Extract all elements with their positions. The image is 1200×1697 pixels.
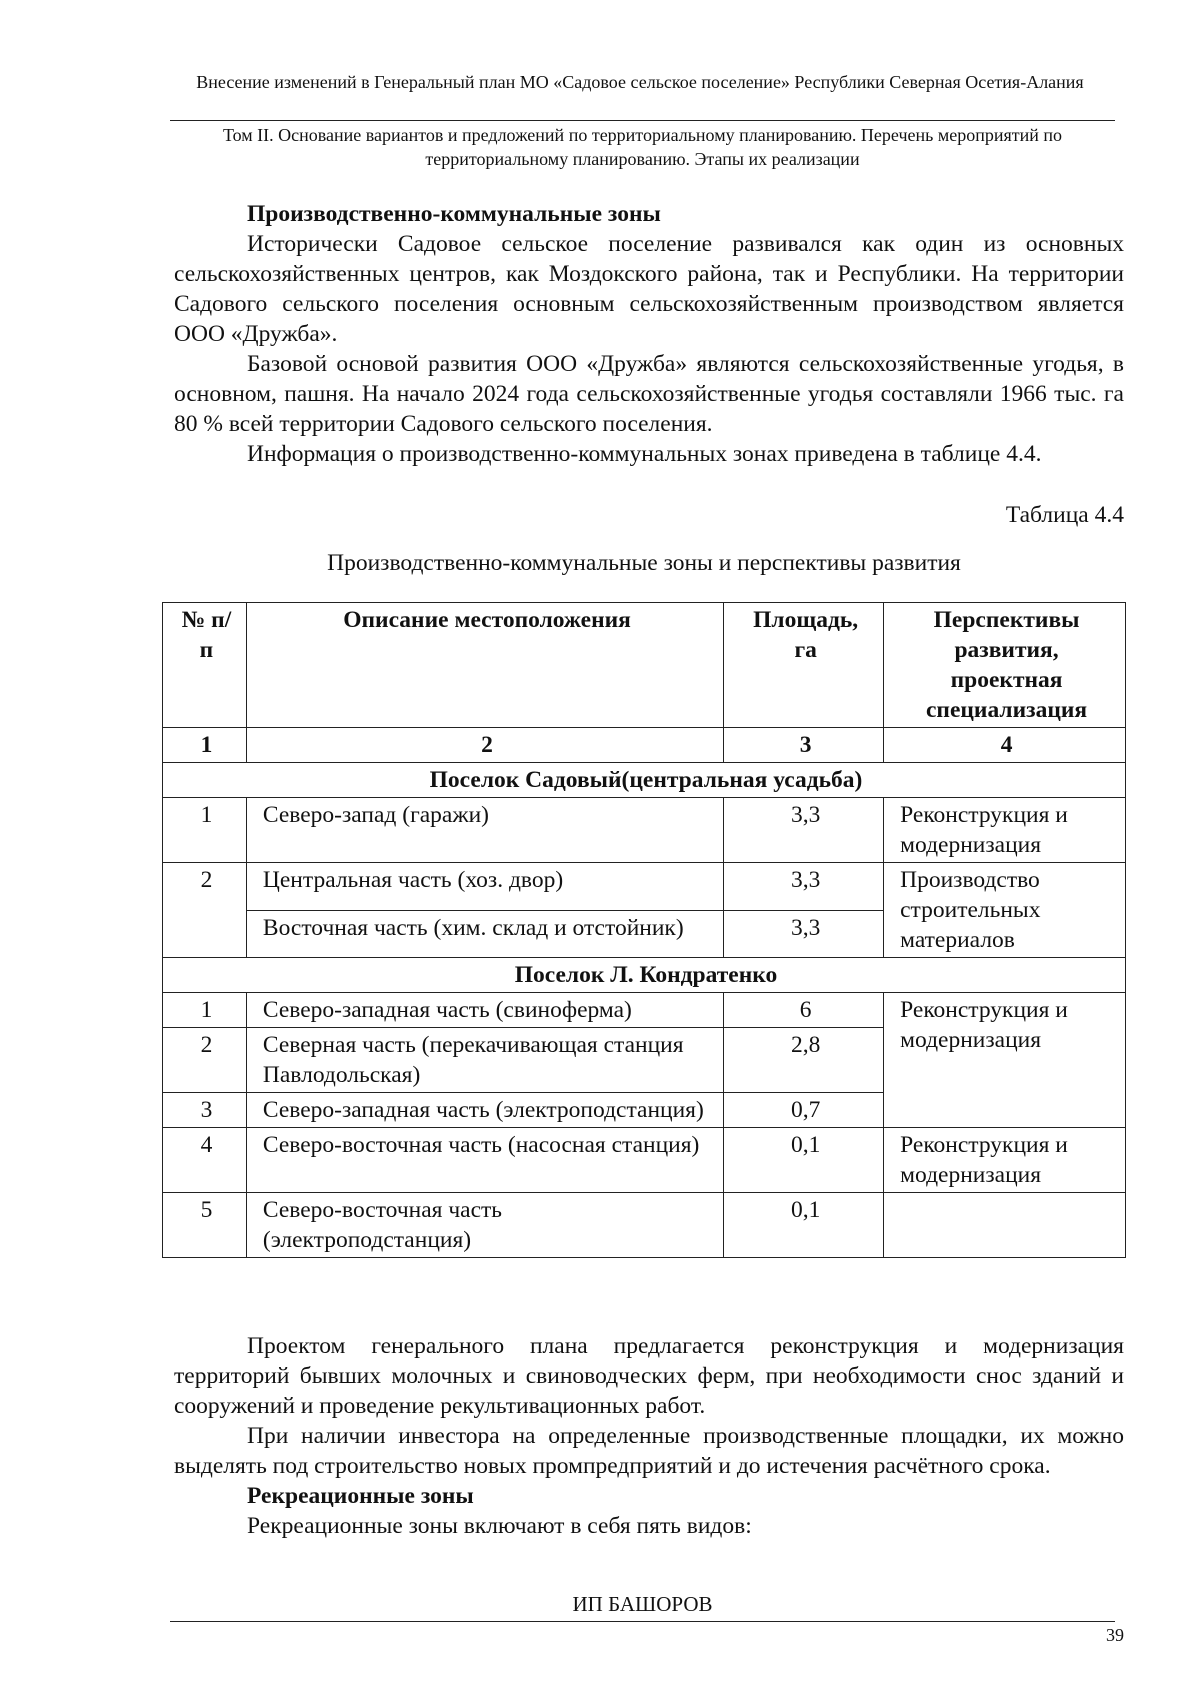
table-number-block: [174, 500, 1124, 530]
section-production-zones: [174, 199, 1124, 469]
table-caption: Производственно-коммунальные зоны и перспективы развития: [327, 550, 961, 576]
table-group-row: [163, 958, 1126, 993]
table-row: [163, 1128, 1126, 1193]
section-heading: Производственно-коммунальные зоны: [247, 201, 661, 227]
cell-desc: Восточная часть (хим. склад и отстойник): [246, 910, 723, 958]
section-heading: Рекреационные зоны: [247, 1483, 474, 1509]
col-header-persp: Перспективы развития, проектная специализация: [884, 603, 1126, 728]
cell-persp: Реконструкция и модернизация: [884, 993, 1126, 1128]
cell-area: 6: [724, 993, 884, 1028]
cell-persp: [884, 1193, 1126, 1258]
cell-area: 2,8: [724, 1028, 884, 1093]
cell-desc: Северо-восточная часть (насосная станция): [246, 1128, 723, 1193]
zones-table: [162, 602, 1126, 1258]
table-group-row: [163, 763, 1126, 798]
paragraph: Исторически Садовое сельское поселение развивался как один из основных сельскохозяйственных центров, как Моздокского района, так и Республики. На территории Садового сельского поселения основным сельскохозяйственным производством является ООО «Дружба».: [174, 231, 1124, 347]
page-number: 39: [1106, 1625, 1124, 1645]
group-title: Поселок Л. Кондратенко: [163, 958, 1126, 993]
paragraph: При наличии инвестора на определенные производственные площадки, их можно выделять под строительство новых промпредприятий и до истечения расчётного срока.: [174, 1423, 1124, 1479]
cell-persp: Реконструкция и модернизация: [884, 798, 1126, 863]
footer-author: ИП БАШОРОВ: [572, 1592, 713, 1616]
col-header-area: Площадь, га: [724, 603, 884, 728]
paragraph: Рекреационные зоны включают в себя пять видов:: [247, 1513, 752, 1539]
cell-num: 2: [163, 1028, 247, 1093]
group-title: Поселок Садовый(центральная усадьба): [163, 763, 1126, 798]
cell-area: 3,3: [724, 798, 884, 863]
table-row: [163, 798, 1126, 863]
table-row: [163, 993, 1126, 1028]
cell-desc: Северо-запад (гаражи): [246, 798, 723, 863]
header-subtitle: Том II. Основание вариантов и предложений по территориальному планированию. Перечень мероприятий по территориальному планированию. Этапы их реализации: [222, 125, 1063, 169]
table-row: [163, 1193, 1126, 1258]
cell-num: 5: [163, 1193, 247, 1258]
index-cell: 2: [246, 728, 723, 763]
cell-desc: Центральная часть (хоз. двор): [246, 863, 723, 911]
paragraph: Информация о производственно-коммунальных зонах приведена в таблице 4.4.: [247, 441, 1042, 467]
table-caption-block: [162, 548, 1126, 578]
index-cell: 3: [724, 728, 884, 763]
cell-area: 0,1: [724, 1193, 884, 1258]
header-divider: [170, 120, 1115, 121]
index-cell: 4: [884, 728, 1126, 763]
cell-area: 3,3: [724, 910, 884, 958]
cell-area: 0,7: [724, 1093, 884, 1128]
footer-divider: [170, 1621, 1115, 1622]
paragraph: Проектом генерального плана предлагается реконструкция и модернизация территорий бывших молочных и свиноводческих ферм, при необходимости снос зданий и сооружений и проведение рекультивационных работ.: [174, 1333, 1124, 1419]
cell-desc: Северо-западная часть (электроподстанция): [246, 1093, 723, 1128]
cell-num: 1: [163, 993, 247, 1028]
col-header-num: № п/п: [163, 603, 247, 728]
cell-num: 1: [163, 798, 247, 863]
cell-desc: Северо-западная часть (свиноферма): [246, 993, 723, 1028]
section-after-table: [174, 1331, 1124, 1541]
table-row: [163, 863, 1126, 911]
cell-persp: Реконструкция и модернизация: [884, 1128, 1126, 1193]
header-title: Внесение изменений в Генеральный план МО «Садовое сельское поселение» Республики Северная Осетия-Алания: [196, 72, 1084, 92]
cell-desc: Северо-восточная часть (электроподстанция): [246, 1193, 723, 1258]
cell-num: 4: [163, 1128, 247, 1193]
cell-desc: Северная часть (перекачивающая станция Павлодольская): [246, 1028, 723, 1093]
cell-persp: Производство строительных материалов: [884, 863, 1126, 958]
cell-area: 0,1: [724, 1128, 884, 1193]
table-number: Таблица 4.4: [1005, 502, 1124, 528]
cell-num: 3: [163, 1093, 247, 1128]
table-header-row: [163, 603, 1126, 728]
cell-num: 2: [163, 863, 247, 958]
paragraph: Базовой основой развития ООО «Дружба» являются сельскохозяйственные угодья, в основном, пашня. На начало 2024 года сельскохозяйственные угодья составляли 1966 тыс. га 80 % всей территории Садового сельского поселения.: [174, 351, 1124, 437]
cell-area: 3,3: [724, 863, 884, 911]
index-cell: 1: [163, 728, 247, 763]
table-index-row: [163, 728, 1126, 763]
col-header-desc: Описание местоположения: [246, 603, 723, 728]
